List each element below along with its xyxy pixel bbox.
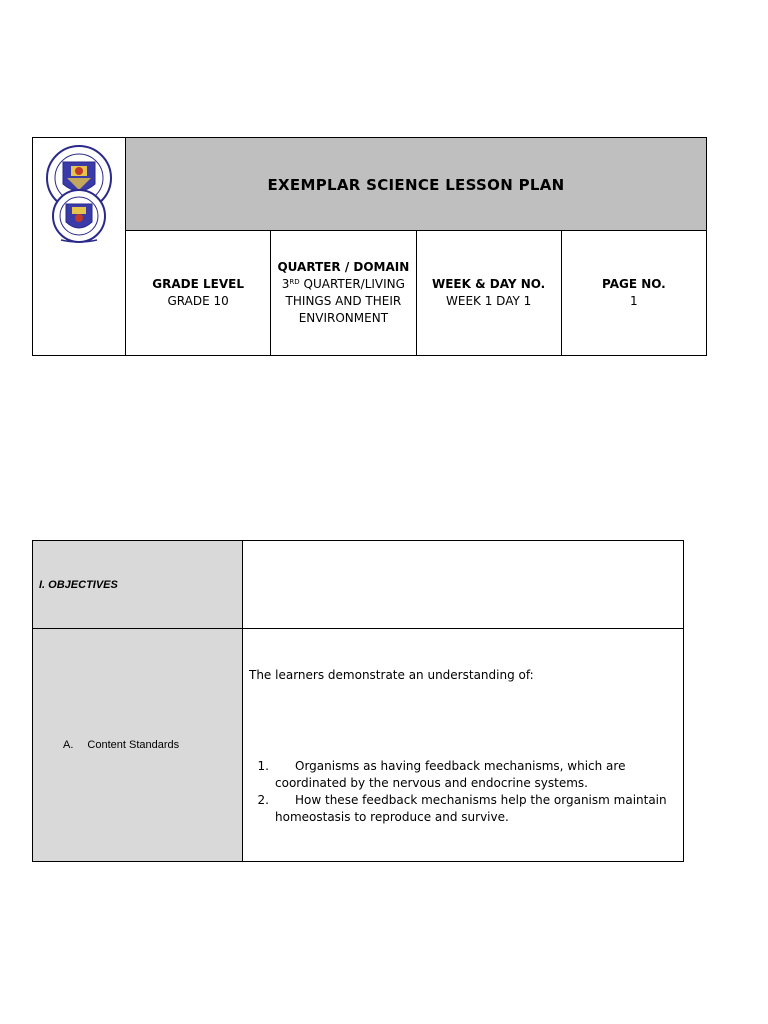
logo-cell — [33, 138, 126, 356]
content-standards-label: A. Content Standards — [63, 739, 180, 751]
list-item: 2. How these feedback mechanisms help the organism maintain homeostasis to reproduce and survive. — [257, 793, 667, 824]
quarter-domain-value: 3RD QUARTER/LIVING THINGS AND THEIR ENVIRONMENT — [281, 277, 405, 325]
content-standards-list — [249, 758, 675, 826]
grade-level-value: GRADE 10 — [167, 294, 229, 308]
week-day-label: WEEK & DAY NO. — [431, 277, 546, 291]
objectives-heading: I. OBJECTIVES — [39, 578, 118, 591]
quarter-domain-label: QUARTER / DOMAIN — [277, 260, 410, 274]
objectives-label-cell — [33, 541, 243, 629]
title-cell — [126, 138, 707, 231]
page-no-label: PAGE NO. — [602, 277, 666, 291]
content-standards-value-cell — [243, 629, 684, 862]
week-day-value: WEEK 1 DAY 1 — [446, 294, 532, 308]
objectives-value-cell — [243, 541, 684, 629]
grade-level-label: GRADE LEVEL — [152, 277, 244, 291]
page-no-cell — [561, 231, 706, 356]
page-no-value: 1 — [630, 294, 638, 308]
list-item: 1. Organisms as having feedback mechanisms, which are coordinated by the nervous and endocrine systems. — [257, 759, 626, 790]
lesson-plan-header — [32, 137, 707, 356]
deped-seal-icon — [41, 144, 117, 244]
objectives-table — [32, 540, 684, 862]
page-title: EXEMPLAR SCIENCE LESSON PLAN — [267, 175, 565, 194]
quarter-domain-cell — [271, 231, 416, 356]
content-standards-intro: The learners demonstrate an understanding of: — [249, 668, 534, 682]
content-standards-label-cell — [33, 629, 243, 862]
week-day-cell — [416, 231, 561, 356]
grade-level-cell — [126, 231, 271, 356]
